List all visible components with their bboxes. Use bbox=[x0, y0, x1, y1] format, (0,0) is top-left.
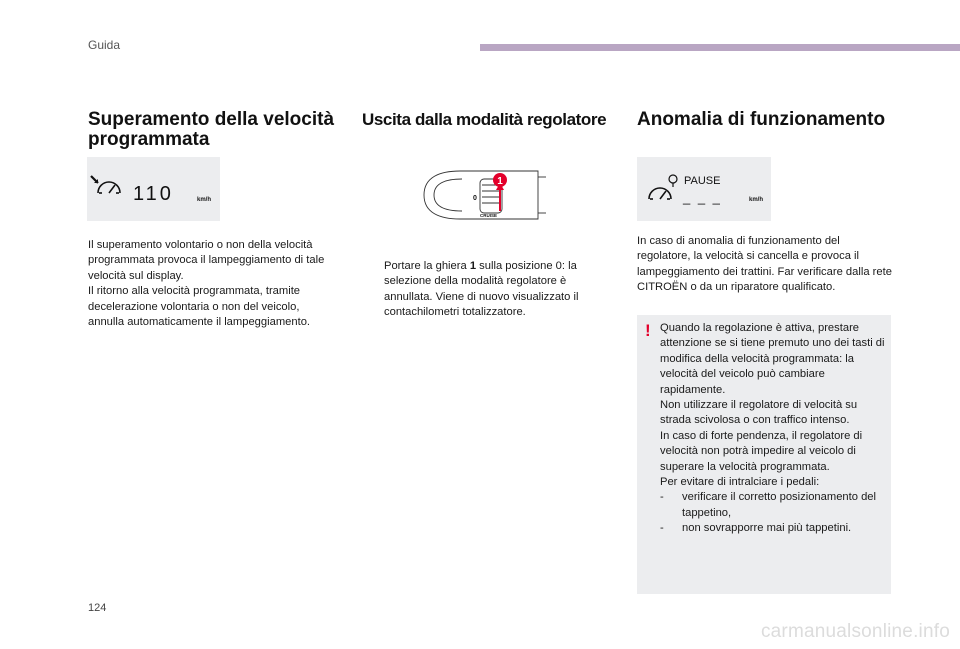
cruise-label: CRUISE bbox=[480, 213, 498, 218]
instruction-part: sulla posizione 0: la selezione della modalità regolatore è annullata. Viene di nuovo visualizzato il contachilometri totalizzatore. bbox=[384, 260, 579, 319]
warning-line: Per evitare di intralciare i pedali: bbox=[660, 476, 820, 489]
instruction-text bbox=[384, 259, 602, 321]
page-number: 124 bbox=[88, 602, 107, 614]
position-zero-label: 0 bbox=[473, 195, 477, 202]
paragraph: Il ritorno alla velocità programmata, tramite decelerazione volontaria o non del veicolo, annulla automaticamente il lampeggiamento. bbox=[88, 285, 311, 329]
heading-speed-exceeded bbox=[88, 110, 348, 150]
header-accent-bar bbox=[480, 44, 960, 51]
warning-list-text: non sovrapporre mai più tappetini. bbox=[682, 522, 852, 535]
instruction-part: Portare la ghiera bbox=[384, 260, 470, 272]
warning-text bbox=[660, 321, 886, 537]
paragraph: In caso di anomalia di funzionamento del regolatore, la velocità si cancella e provoca il lampeggiamento dei trattini. Far verificare dalla rete CITROËN o da un riparatore qualificato. bbox=[637, 235, 892, 294]
warning-box bbox=[637, 315, 891, 594]
heading-malfunction: Anomalia di funzionamento bbox=[637, 109, 886, 130]
warning-line: In caso di forte pendenza, il regolatore di velocità non potrà impedire al veicolo di superare la velocità programmata. bbox=[660, 429, 863, 473]
paragraph: Il superamento volontario o non della velocità programmata provoca il lampeggiamento di tale velocità sul display. bbox=[88, 239, 325, 282]
speed-readout: 110 bbox=[133, 183, 174, 205]
stalk-drawing bbox=[420, 165, 550, 225]
pause-display bbox=[637, 157, 771, 221]
speed-display-panel bbox=[87, 157, 220, 221]
dash-marker: - bbox=[660, 491, 664, 504]
heading-line: programmata bbox=[88, 129, 210, 150]
instruction-bold-ref: 1 bbox=[469, 260, 477, 272]
speedometer-display bbox=[87, 157, 220, 221]
warning-list-item bbox=[660, 490, 886, 521]
speed-limiter-icon bbox=[91, 176, 120, 193]
speed-unit: km/h bbox=[197, 197, 212, 203]
callout-number: 1 bbox=[497, 176, 503, 187]
warning-line: Quando la regolazione è attiva, prestare attenzione se si tiene premuto uno dei tasti di modifica della velocità programmata: la velocità del veicolo può cambiare rapidamente. bbox=[660, 322, 885, 396]
warning-list-text: verificare il corretto posizionamento del tappetino, bbox=[682, 491, 877, 519]
warning-icon: ! bbox=[645, 321, 651, 340]
warning-line: Non utilizzare il regolatore di velocità su strada scivolosa o con traffico intenso. bbox=[660, 399, 858, 427]
section-title: Guida bbox=[88, 38, 121, 52]
speed-unit: km/h bbox=[749, 197, 764, 203]
watermark: carmanualsonline.info bbox=[760, 621, 950, 642]
exit-mode-instruction bbox=[362, 259, 602, 321]
dash-marker: - bbox=[660, 522, 664, 535]
pause-display-panel bbox=[637, 157, 771, 221]
cruise-stalk-illustration bbox=[420, 165, 550, 225]
malfunction-text bbox=[637, 234, 892, 296]
pause-label: PAUSE bbox=[684, 175, 721, 187]
speed-exceeded-text bbox=[88, 238, 338, 330]
speed-regulator-icon bbox=[649, 188, 671, 199]
heading-exit-mode: Uscita dalla modalità regolatore bbox=[362, 110, 607, 129]
heading-line: Superamento della velocità bbox=[88, 109, 335, 130]
pause-indicator-icon bbox=[669, 175, 677, 183]
warning-list-item bbox=[660, 521, 886, 536]
dash-readout: _ _ _ bbox=[683, 190, 722, 205]
